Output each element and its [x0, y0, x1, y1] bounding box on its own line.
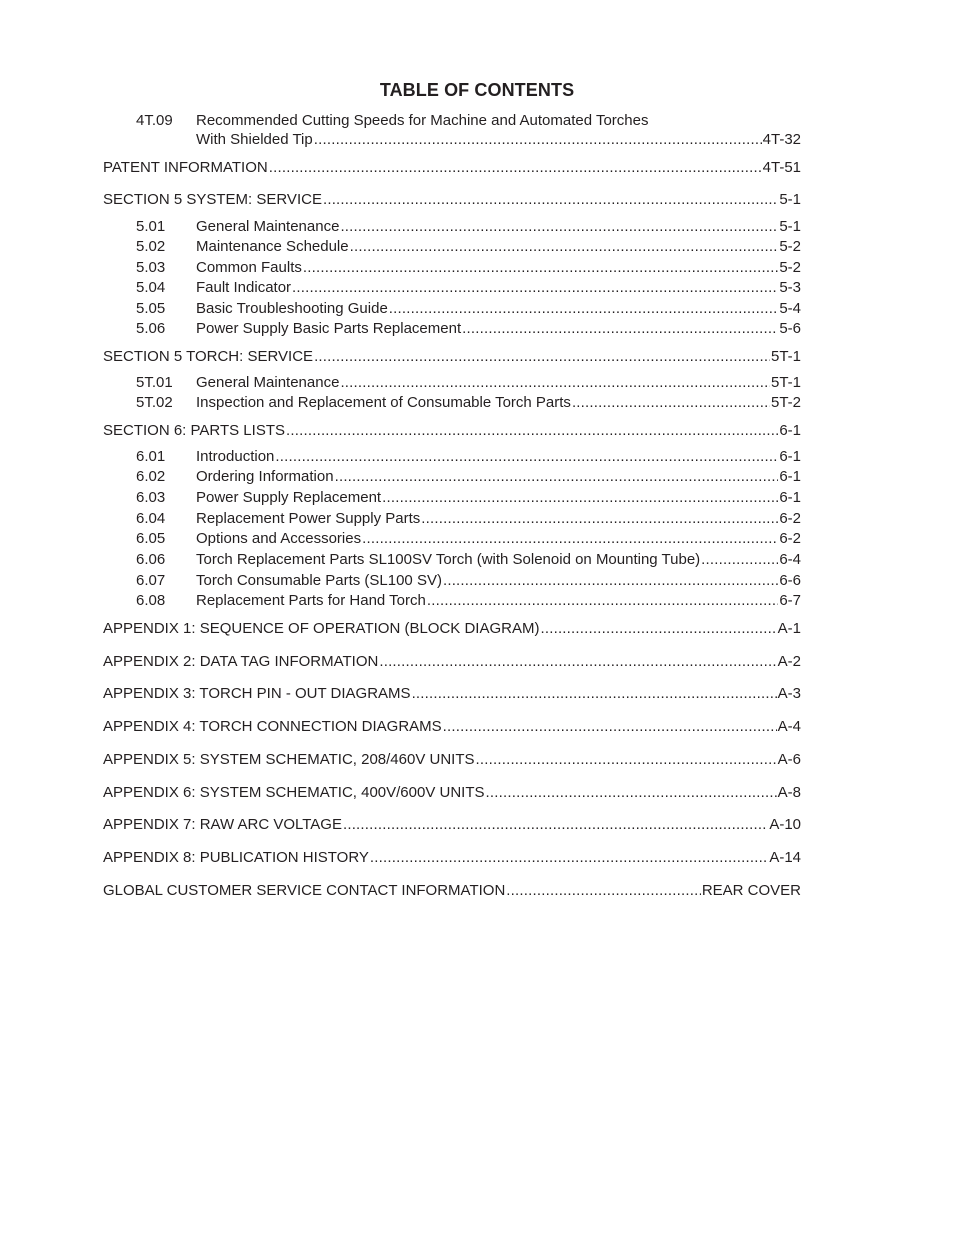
toc-entry-title: Basic Troubleshooting Guide: [196, 300, 388, 317]
toc-entry-number: 5.02: [136, 238, 166, 255]
leader-dots: [350, 238, 779, 256]
toc-entry-number: 6.06: [136, 551, 166, 568]
toc-subentry[interactable]: [136, 446, 801, 466]
leader-dots: [275, 448, 778, 466]
toc-entry-number: 6.02: [136, 468, 166, 485]
toc-subentry[interactable]: [136, 392, 801, 412]
toc-subentry[interactable]: [136, 508, 801, 528]
toc-entry-title: APPENDIX 1: SEQUENCE OF OPERATION (BLOCK DIAGRAM): [103, 620, 540, 637]
leader-dots: [292, 279, 778, 297]
toc-entry-page: 4T-51: [762, 159, 801, 176]
toc-subentry[interactable]: [136, 216, 801, 236]
leader-dots: [427, 592, 778, 610]
leader-dots: [462, 320, 778, 338]
toc-subentry[interactable]: [136, 372, 801, 392]
toc-entry-number: 5.06: [136, 320, 166, 337]
toc-entry-title: APPENDIX 8: PUBLICATION HISTORY: [103, 849, 369, 866]
toc-entry-title: Options and Accessories: [196, 530, 362, 547]
toc-entry-page: 4T-32: [762, 131, 801, 148]
leader-dots: [379, 653, 776, 671]
toc-subentry[interactable]: [136, 236, 801, 256]
leader-dots: [343, 816, 768, 834]
toc-entry-title: SECTION 5 TORCH: SERVICE: [103, 348, 314, 365]
toc-section-entry[interactable]: [103, 847, 801, 867]
toc-entry-title: General Maintenance: [196, 218, 340, 235]
toc-subentry[interactable]: [136, 466, 801, 486]
toc-entry-page: 6-2: [779, 530, 801, 547]
toc-entry-title: Replacement Power Supply Parts: [196, 510, 421, 527]
toc-entry-title: Ordering Information: [196, 468, 334, 485]
toc-subentry[interactable]: [136, 277, 801, 297]
toc-entry-title: APPENDIX 3: TORCH PIN - OUT DIAGRAMS: [103, 685, 411, 702]
toc-entry-title: Fault Indicator: [196, 279, 292, 296]
toc-entry-title: GLOBAL CUSTOMER SERVICE CONTACT INFORMATION: [103, 882, 506, 899]
toc-entry-page: A-2: [777, 653, 801, 670]
toc-subentry[interactable]: [136, 570, 801, 590]
leader-dots: [323, 191, 778, 209]
leader-dots: [303, 259, 778, 277]
toc-section-entry[interactable]: [103, 880, 801, 900]
leader-dots: [340, 374, 770, 392]
toc-subentry[interactable]: [136, 528, 801, 548]
toc-entry-page: 5-2: [779, 259, 801, 276]
toc-section-entry[interactable]: [103, 420, 801, 440]
toc-entry-title: APPENDIX 5: SYSTEM SCHEMATIC, 208/460V UNITS: [103, 751, 475, 768]
leader-dots: [421, 510, 778, 528]
toc-entry-page: 5-6: [779, 320, 801, 337]
toc-entry-title: General Maintenance: [196, 374, 340, 391]
toc-entry-title: SECTION 6: PARTS LISTS: [103, 422, 285, 439]
toc-section-entry[interactable]: [103, 618, 801, 638]
toc-entry-title: Common Faults: [196, 259, 302, 276]
leader-dots: [335, 468, 779, 486]
toc-entry-title: Inspection and Replacement of Consumable Torch Parts: [196, 394, 571, 411]
toc-entry-title: With Shielded Tip: [196, 131, 313, 148]
toc-section-entry[interactable]: [103, 157, 801, 177]
toc-entry-page: 5-4: [779, 300, 801, 317]
toc-entry-intro-line2[interactable]: [136, 129, 801, 149]
toc-entry-title: Torch Replacement Parts SL100SV Torch (with Solenoid on Mounting Tube): [196, 551, 701, 568]
toc-entry-number: 4T.09: [136, 112, 173, 129]
leader-dots: [314, 348, 770, 366]
page-title: TABLE OF CONTENTS: [379, 80, 575, 100]
toc-entry-number: 6.05: [136, 530, 166, 547]
toc-subentry[interactable]: [136, 487, 801, 507]
toc-entry-title: APPENDIX 7: RAW ARC VOLTAGE: [103, 816, 342, 833]
leader-dots: [340, 218, 778, 236]
leader-dots: [572, 394, 770, 412]
toc-entry-page: 5-2: [779, 238, 801, 255]
toc-entry-page: 5T-1: [770, 348, 801, 365]
toc-entry-page: 5T-2: [770, 394, 801, 411]
toc-section-entry[interactable]: [103, 189, 801, 209]
toc-entry-page: 6-7: [779, 592, 801, 609]
toc-subentry[interactable]: [136, 298, 801, 318]
toc-entry-title: Power Supply Replacement: [196, 489, 382, 506]
leader-dots: [370, 849, 768, 867]
toc-entry-title: Torch Consumable Parts (SL100 SV): [196, 572, 442, 589]
toc-entry-page: 5-3: [779, 279, 801, 296]
toc-section-entry[interactable]: [103, 749, 801, 769]
toc-entry-page: 5T-1: [770, 374, 801, 391]
toc-entry-page: A-14: [769, 849, 801, 866]
toc-entry-title: SECTION 5 SYSTEM: SERVICE: [103, 191, 322, 208]
toc-entry-number: 6.08: [136, 592, 166, 609]
toc-entry-page: 6-4: [779, 551, 801, 568]
toc-entry-page: A-1: [777, 620, 801, 637]
toc-entry-page: 6-6: [779, 572, 801, 589]
toc-entry-page: A-3: [777, 685, 801, 702]
leader-dots: [382, 489, 778, 507]
toc-entry-number: 6.04: [136, 510, 166, 527]
toc-section-entry[interactable]: [103, 346, 801, 366]
toc-entry-page: 5-1: [779, 218, 801, 235]
toc-entry-title: APPENDIX 2: DATA TAG INFORMATION: [103, 653, 379, 670]
toc-subentry[interactable]: [136, 590, 801, 610]
toc-section-entry[interactable]: [103, 651, 801, 671]
toc-entry-page: A-10: [769, 816, 801, 833]
leader-dots: [314, 131, 762, 149]
leader-dots: [286, 422, 778, 440]
toc-entry-number: 5T.01: [136, 374, 173, 391]
toc-entry-page: A-6: [777, 751, 801, 768]
toc-subentry[interactable]: [136, 318, 801, 338]
toc-entry-number: 5.01: [136, 218, 166, 235]
leader-dots: [443, 572, 778, 590]
toc-section-entry[interactable]: [103, 782, 801, 802]
toc-entry-number: 5T.02: [136, 394, 173, 411]
toc-entry-page: REAR COVER: [701, 882, 801, 899]
toc-entry-number: 6.01: [136, 448, 166, 465]
toc-entry-page: 5-1: [779, 191, 801, 208]
toc-entry-title: PATENT INFORMATION: [103, 159, 268, 176]
toc-section-entry[interactable]: [103, 814, 801, 834]
leader-dots: [362, 530, 778, 548]
leader-dots: [443, 718, 777, 736]
toc-section-entry[interactable]: [103, 716, 801, 736]
toc-entry-number: 5.05: [136, 300, 166, 317]
toc-entry-number: 5.04: [136, 279, 166, 296]
toc-entry-title: Maintenance Schedule: [196, 238, 349, 255]
toc-entry-title: Replacement Parts for Hand Torch: [196, 592, 426, 609]
toc-entry-title: APPENDIX 6: SYSTEM SCHEMATIC, 400V/600V UNITS: [103, 784, 485, 801]
leader-dots: [476, 751, 777, 769]
leader-dots: [701, 551, 778, 569]
leader-dots: [486, 784, 777, 802]
leader-dots: [269, 159, 762, 177]
toc-entry-title: Power Supply Basic Parts Replacement: [196, 320, 462, 337]
toc-entry-title: Introduction: [196, 448, 275, 465]
toc-entry-page: 6-1: [779, 422, 801, 439]
toc-section-entry[interactable]: [103, 683, 801, 703]
leader-dots: [389, 300, 779, 318]
toc-entry-number: 6.07: [136, 572, 166, 589]
toc-entry-title: Recommended Cutting Speeds for Machine and Automated Torches: [196, 112, 649, 129]
toc-entry-page: 6-1: [779, 468, 801, 485]
toc-subentry[interactable]: [136, 257, 801, 277]
toc-entry-page: 6-1: [779, 489, 801, 506]
leader-dots: [506, 882, 701, 900]
toc-entry-intro-line1: [136, 110, 649, 130]
toc-entry-number: 6.03: [136, 489, 166, 506]
toc-entry-page: 6-2: [779, 510, 801, 527]
toc-subentry[interactable]: [136, 549, 801, 569]
toc-entry-page: A-4: [777, 718, 801, 735]
toc-entry-page: 6-1: [779, 448, 801, 465]
toc-entry-number: 5.03: [136, 259, 166, 276]
toc-entry-title: APPENDIX 4: TORCH CONNECTION DIAGRAMS: [103, 718, 442, 735]
toc-entry-page: A-8: [777, 784, 801, 801]
leader-dots: [540, 620, 776, 638]
leader-dots: [412, 685, 777, 703]
